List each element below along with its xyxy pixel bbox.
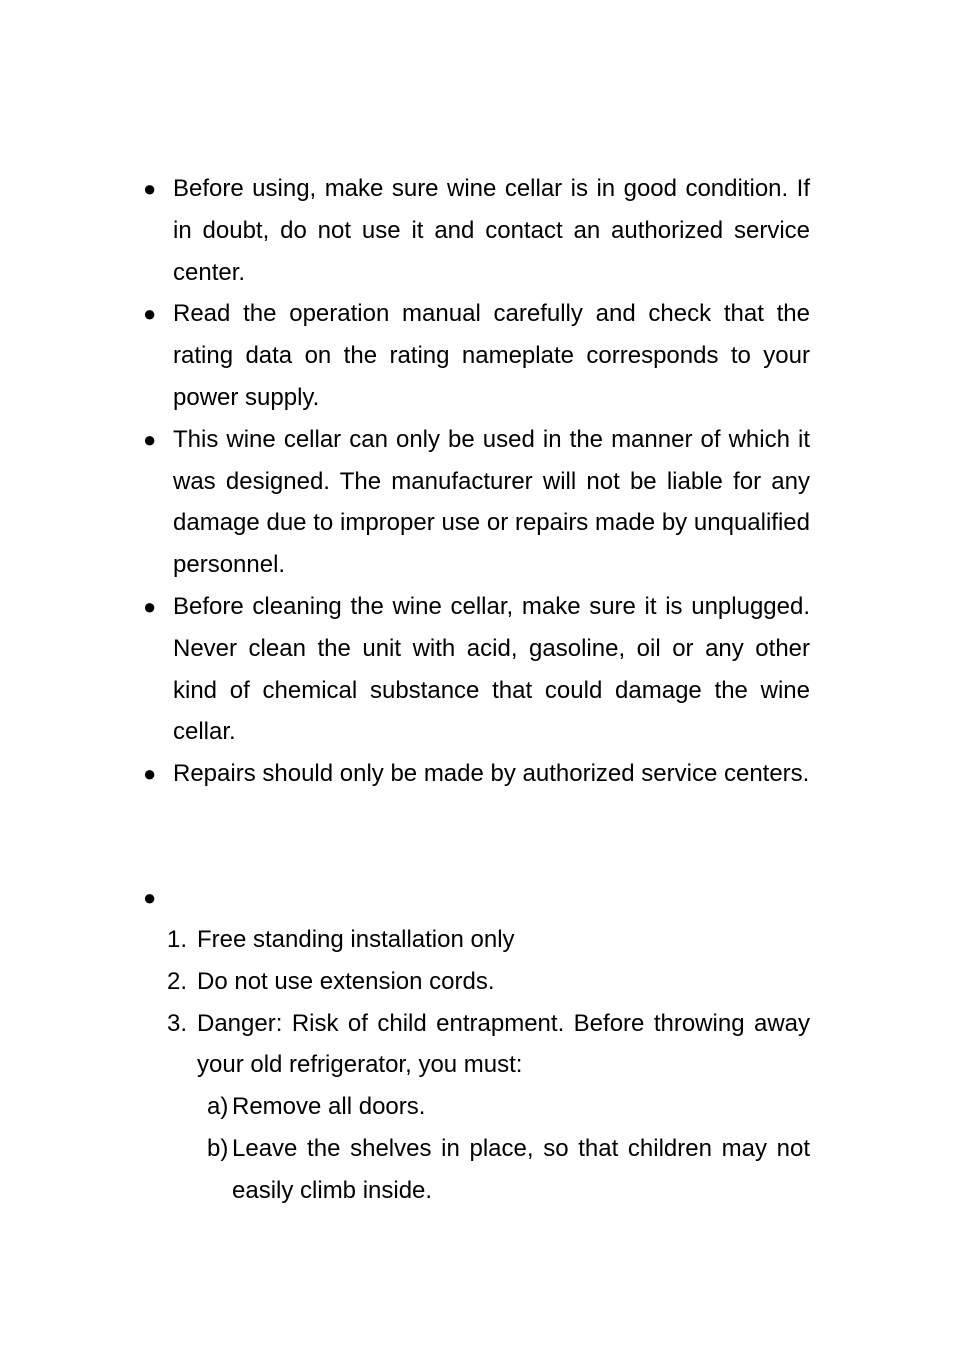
sub-item-text: Leave the shelves in place, so that children may not easily climb inside. [232,1134,810,1204]
bullet-text: This wine cellar can only be used in the manner of which it was designed. The manufacturer will not be liable for any damage due to improper use or repairs made by unqualified personnel. [173,425,810,579]
item-text: Do not use extension cords. [197,967,495,995]
bullet-item [143,586,831,753]
item-text: Free standing installation only [197,926,515,953]
sub-item-letter: a) [207,1093,229,1121]
bullet-item [143,293,810,418]
sub-item-text: Remove all doors. [232,1093,426,1121]
sub-item [207,1086,810,1128]
item-number: 1. [167,926,188,953]
sub-item-letter: b) [207,1134,229,1162]
bullet-text: Before cleaning the wine cellar, make sure it is unplugged. Never clean the unit with acid, gasoline, oil or any other kind of chemical substance that could damage the wine cellar. [173,592,831,746]
bullet-text: Before using, make sure wine cellar is in good condition. If in doubt, do not use it and contact an authorized service center. [173,175,810,286]
bullet-dot: ● [143,301,157,327]
bullet-dot: ● [143,761,157,787]
item-number: 2. [167,967,188,995]
sub-item [207,1128,810,1212]
bullet-text: Repairs should only be made by authorized service centers. [173,760,810,788]
numbered-item [167,1003,810,1212]
bullet-item [143,168,810,293]
bullet-dot: ● [143,593,157,619]
safety-bullet-list [143,168,831,795]
item-text: Danger: Risk of child entrapment. Before throwing away your old refrigerator, you must: [197,1009,810,1079]
numbered-item [167,961,810,1003]
warning-numbered-list [167,919,810,1212]
item-number: 3. [167,1009,188,1037]
bullet-dot: ● [143,176,157,201]
lettered-sub-list [207,1086,810,1211]
bullet-item [143,753,810,795]
warning-bullet-dot: ● [143,885,157,910]
numbered-item [167,919,810,961]
bullet-item [143,419,810,586]
bullet-dot: ● [143,426,157,452]
bullet-text: Read the operation manual carefully and check that the rating data on the rating nameplate corresponds to your power supply. [173,300,810,411]
